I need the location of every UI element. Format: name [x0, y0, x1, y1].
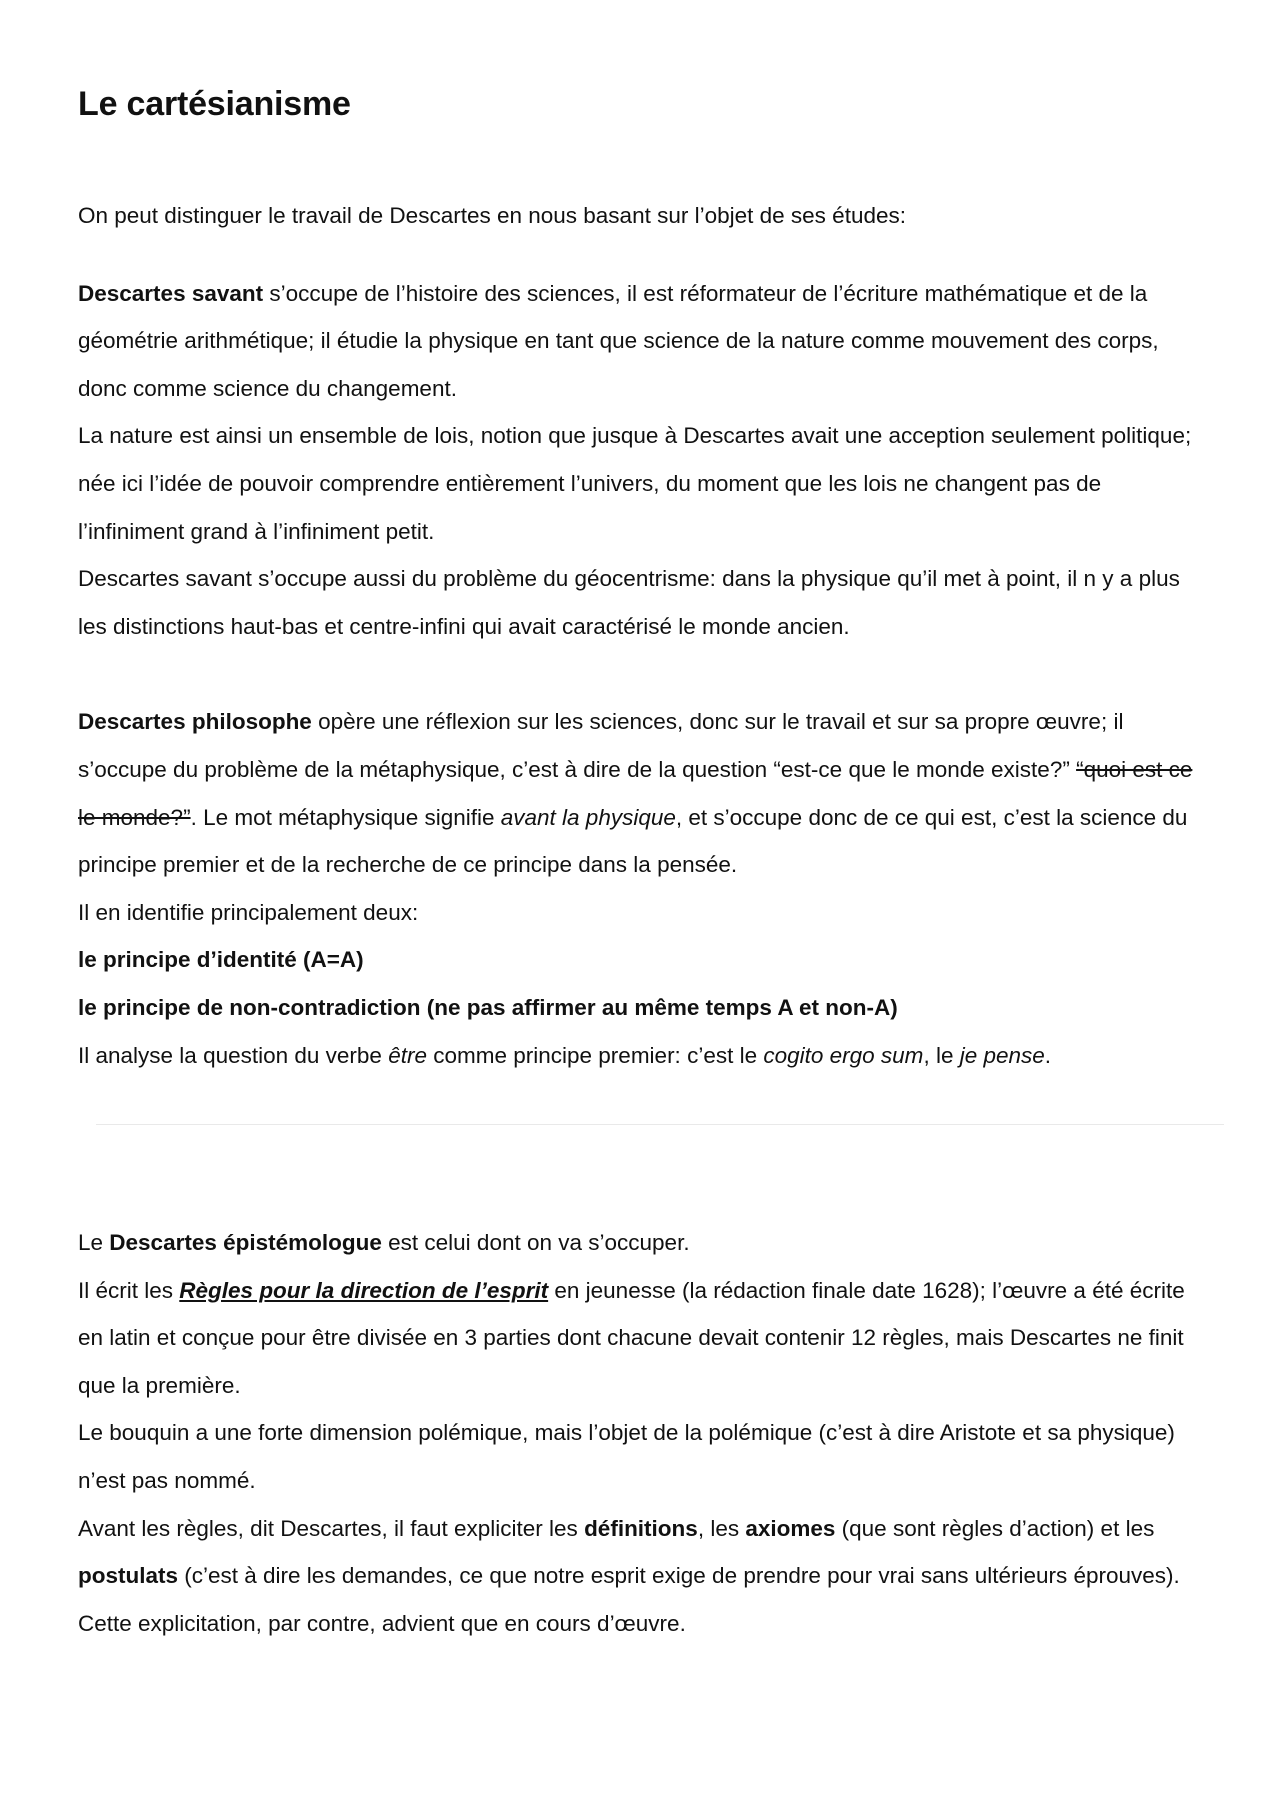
analyse-je-pense: je pense — [959, 1042, 1045, 1068]
analyse-line — [78, 1032, 1208, 1080]
avant-text-a: Avant les règles, dit Descartes, il faut expliciter les — [78, 1515, 585, 1541]
avant-paragraph — [78, 1505, 1208, 1648]
identifie-line: Il en identifie principalement deux: — [78, 899, 419, 925]
philosophe-text-1: opère une réflexion sur les sciences, donc sur le travail et sur sa propre œuvre; il s’occupe du problème de la métaphysique, c’est à dire de la question “est-ce que le monde existe?” — [78, 709, 1124, 782]
definitions-term: définitions — [584, 1515, 698, 1541]
horizontal-divider — [96, 1124, 1224, 1125]
avant-text-b: , les — [697, 1515, 746, 1541]
philosophe-text-3: , et s’occupe donc de ce qui est, c’est la science du principe premier et de la recherche de ce principe dans la pensée. — [78, 804, 1188, 878]
axiomes-term: axiomes — [745, 1515, 836, 1541]
epistemologue-le: Le — [78, 1230, 110, 1256]
avant-text-c: (que sont règles d’action) et les — [835, 1515, 1155, 1541]
intro-paragraph: On peut distinguer le travail de Descartes en nous basant sur l’objet de ses études: — [78, 203, 906, 228]
philosophe-label: Descartes philosophe — [78, 709, 312, 735]
analyse-text-d: . — [1044, 1042, 1052, 1068]
philosophe-text-2: . Le mot métaphysique signifie — [190, 804, 501, 830]
ecrit-text-a: Il écrit les — [78, 1277, 180, 1303]
principle-identity-text: le principe d’identité (A=A) — [78, 947, 364, 973]
savant-paragraph-1 — [78, 270, 1208, 413]
bouquin-paragraph: Le bouquin a une forte dimension polémique, mais l’objet de la polémique (c’est à dire Aristote et sa physique) n’est pas nommé. — [78, 1420, 1175, 1494]
epistemologue-paragraph — [78, 1219, 1208, 1267]
epistemologue-text-1: est celui dont on va s’occuper. — [381, 1230, 690, 1256]
struck-text: “quoi est ce le monde?” — [78, 756, 1193, 830]
analyse-text-c: , le — [923, 1042, 960, 1068]
postulats-term: postulats — [78, 1563, 179, 1589]
principle-identity — [78, 936, 1208, 984]
analyse-text-b: comme principe premier: c’est le — [426, 1042, 764, 1068]
philosophe-paragraph — [78, 698, 1208, 888]
ecrit-text-b: en jeunesse (la rédaction finale date 1628); l’œuvre a été écrite en latin et conçue pour être divisée en 3 parties dont chacune devait contenir 12 règles, mais Descartes ne finit que la première. — [78, 1277, 1185, 1398]
savant-label: Descartes savant — [78, 280, 264, 306]
principle-non-contradiction-text: le principe de non-contradiction (ne pas affirmer au même temps A et non-A) — [78, 994, 898, 1020]
analyse-etre: être — [388, 1042, 427, 1068]
analyse-cogito: cogito ergo sum — [763, 1042, 924, 1068]
epistemologue-label: Descartes épistémologue — [109, 1230, 382, 1256]
analyse-text-a: Il analyse la question du verbe — [78, 1042, 389, 1068]
ecrit-paragraph — [78, 1267, 1208, 1410]
savant-paragraph-3: Descartes savant s’occupe aussi du problème du géocentrisme: dans la physique qu’il met à point, il n y a plus les distinctions haut-bas et centre-infini qui avait caractérisé le monde ancien. — [78, 566, 1180, 639]
philosophe-italic: avant la physique — [500, 804, 676, 830]
principle-non-contradiction — [78, 984, 1208, 1032]
savant-text-1: s’occupe de l’histoire des sciences, il est réformateur de l’écriture mathématique et de la géométrie arithmétique; il étudie la physique en tant que science de la nature comme mouvement des corps, donc comme science du changement. — [78, 280, 1159, 401]
book-title-link[interactable]: Règles pour la direction de l’esprit — [179, 1277, 549, 1303]
savant-paragraph-2: La nature est ainsi un ensemble de lois, notion que jusque à Descartes avait une acception seulement politique; née ici l’idée de pouvoir comprendre entièrement l’univers, du moment que les lois ne changent pas de l’infiniment grand à l’infiniment petit. — [78, 423, 1192, 544]
avant-text-d: (c’est à dire les demandes, ce que notre esprit exige de prendre pour vrai sans ultérieurs éprouves). Cette explicitation, par contre, advient que en cours d’œuvre. — [78, 1563, 1180, 1636]
page-title: Le cartésianisme — [78, 85, 351, 123]
